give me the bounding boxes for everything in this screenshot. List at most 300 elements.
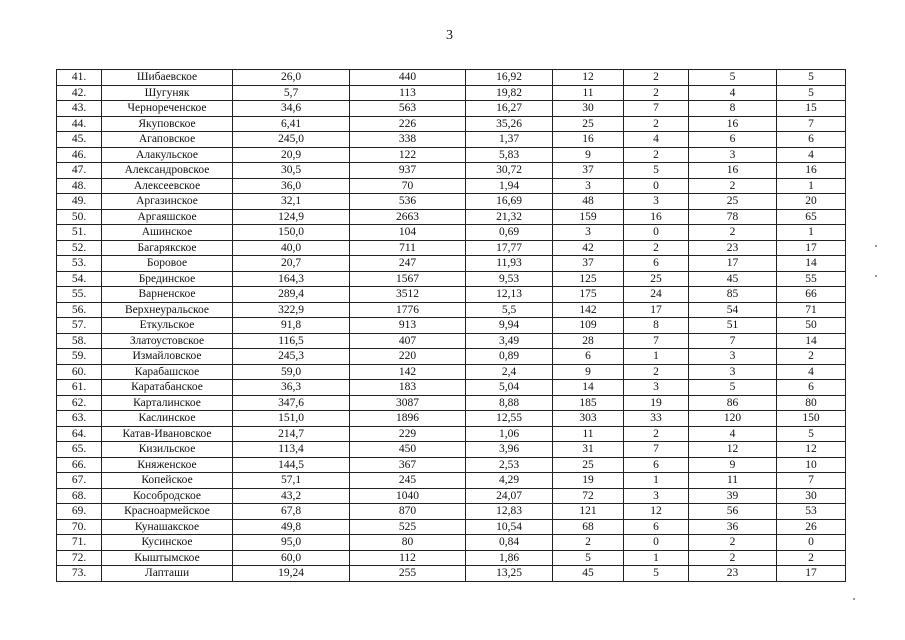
table-cell-c5: 120 <box>689 411 777 427</box>
table-cell-c6: 12 <box>777 442 846 458</box>
table-cell-c5: 3 <box>689 364 777 380</box>
table-cell-c1: 1040 <box>350 488 466 504</box>
table-cell-c2: 4,29 <box>466 473 553 489</box>
table-cell-num: 54. <box>57 271 102 287</box>
table-cell-name: Княженское <box>102 457 233 473</box>
table-cell-name: Лапташи <box>102 566 233 582</box>
table-cell-name: Еткульское <box>102 318 233 334</box>
table-cell-num: 57. <box>57 318 102 334</box>
table-cell-area: 49,8 <box>233 519 350 535</box>
table-cell-num: 50. <box>57 209 102 225</box>
table-cell-name: Аргаяшское <box>102 209 233 225</box>
table-cell-c5: 85 <box>689 287 777 303</box>
table-cell-c1: 220 <box>350 349 466 365</box>
table-cell-c1: 3512 <box>350 287 466 303</box>
table-cell-name: Верхнеуральское <box>102 302 233 318</box>
table-cell-c3: 37 <box>553 256 624 272</box>
table-cell-c3: 2 <box>553 535 624 551</box>
table-row <box>57 240 846 256</box>
table-cell-c4: 2 <box>624 240 689 256</box>
table-cell-name: Кизильское <box>102 442 233 458</box>
table-cell-c1: 711 <box>350 240 466 256</box>
table-cell-num: 73. <box>57 566 102 582</box>
table-cell-area: 347,6 <box>233 395 350 411</box>
table-cell-c3: 28 <box>553 333 624 349</box>
table-cell-c1: 142 <box>350 364 466 380</box>
table-row <box>57 473 846 489</box>
table-cell-c6: 15 <box>777 101 846 117</box>
table-cell-area: 36,0 <box>233 178 350 194</box>
table-cell-name: Брединское <box>102 271 233 287</box>
table-cell-c6: 80 <box>777 395 846 411</box>
table-cell-name: Агаповское <box>102 132 233 148</box>
table-cell-c4: 2 <box>624 147 689 163</box>
table-cell-c4: 2 <box>624 426 689 442</box>
table-row <box>57 442 846 458</box>
table-cell-c5: 45 <box>689 271 777 287</box>
table-cell-c4: 5 <box>624 566 689 582</box>
table-cell-num: 72. <box>57 550 102 566</box>
table-cell-c4: 6 <box>624 256 689 272</box>
table-cell-num: 61. <box>57 380 102 396</box>
table-cell-c2: 10,54 <box>466 519 553 535</box>
table-row <box>57 457 846 473</box>
table-cell-c6: 7 <box>777 473 846 489</box>
table-cell-num: 58. <box>57 333 102 349</box>
table-cell-area: 150,0 <box>233 225 350 241</box>
table-cell-c5: 6 <box>689 132 777 148</box>
table-cell-c4: 1 <box>624 349 689 365</box>
table-cell-c4: 3 <box>624 194 689 210</box>
table-cell-c3: 3 <box>553 178 624 194</box>
table-cell-c5: 5 <box>689 70 777 86</box>
table-cell-c4: 6 <box>624 519 689 535</box>
table-cell-c3: 37 <box>553 163 624 179</box>
table-cell-num: 44. <box>57 116 102 132</box>
table-row <box>57 178 846 194</box>
table-cell-num: 49. <box>57 194 102 210</box>
table-cell-c3: 175 <box>553 287 624 303</box>
table-cell-num: 46. <box>57 147 102 163</box>
table-cell-name: Чернореченское <box>102 101 233 117</box>
table-cell-c3: 303 <box>553 411 624 427</box>
table-cell-c3: 42 <box>553 240 624 256</box>
table-cell-c6: 53 <box>777 504 846 520</box>
table-cell-name: Алексеевское <box>102 178 233 194</box>
table-cell-c3: 109 <box>553 318 624 334</box>
table-cell-c4: 0 <box>624 225 689 241</box>
table-cell-area: 289,4 <box>233 287 350 303</box>
table-row <box>57 504 846 520</box>
table-cell-c5: 7 <box>689 333 777 349</box>
table-cell-c1: 226 <box>350 116 466 132</box>
table-cell-c4: 1 <box>624 473 689 489</box>
table-cell-c2: 12,55 <box>466 411 553 427</box>
table-cell-c2: 13,25 <box>466 566 553 582</box>
table-cell-c3: 68 <box>553 519 624 535</box>
table-cell-c2: 8,88 <box>466 395 553 411</box>
table-row <box>57 349 846 365</box>
table-cell-area: 32,1 <box>233 194 350 210</box>
table-cell-c6: 150 <box>777 411 846 427</box>
table-cell-c4: 5 <box>624 163 689 179</box>
table-cell-c5: 2 <box>689 178 777 194</box>
table-cell-c1: 80 <box>350 535 466 551</box>
table-cell-c3: 142 <box>553 302 624 318</box>
table-cell-area: 60,0 <box>233 550 350 566</box>
table-cell-c1: 255 <box>350 566 466 582</box>
table-cell-c5: 56 <box>689 504 777 520</box>
table-cell-area: 245,0 <box>233 132 350 148</box>
table-cell-c1: 913 <box>350 318 466 334</box>
table-cell-name: Варненское <box>102 287 233 303</box>
table-cell-num: 47. <box>57 163 102 179</box>
table-cell-c5: 12 <box>689 442 777 458</box>
table-cell-name: Каратабанское <box>102 380 233 396</box>
table-cell-c2: 16,69 <box>466 194 553 210</box>
table-cell-num: 60. <box>57 364 102 380</box>
table-cell-c5: 23 <box>689 566 777 582</box>
table-cell-c5: 2 <box>689 225 777 241</box>
table-cell-num: 68. <box>57 488 102 504</box>
table-cell-c4: 3 <box>624 488 689 504</box>
table-cell-num: 59. <box>57 349 102 365</box>
table-cell-c2: 0,84 <box>466 535 553 551</box>
table-row <box>57 147 846 163</box>
table-cell-c5: 4 <box>689 85 777 101</box>
table-cell-c5: 86 <box>689 395 777 411</box>
table-cell-c2: 24,07 <box>466 488 553 504</box>
table-cell-area: 67,8 <box>233 504 350 520</box>
table-cell-c2: 3,96 <box>466 442 553 458</box>
table-cell-name: Кыштымское <box>102 550 233 566</box>
table-cell-c6: 14 <box>777 333 846 349</box>
table-cell-c4: 8 <box>624 318 689 334</box>
table-cell-c1: 112 <box>350 550 466 566</box>
table-cell-c3: 11 <box>553 85 624 101</box>
table-cell-c5: 11 <box>689 473 777 489</box>
table-cell-c6: 5 <box>777 426 846 442</box>
table-cell-name: Александровское <box>102 163 233 179</box>
table-cell-name: Шибаевское <box>102 70 233 86</box>
table-cell-c6: 66 <box>777 287 846 303</box>
table-row <box>57 488 846 504</box>
table-cell-c6: 10 <box>777 457 846 473</box>
table-row <box>57 395 846 411</box>
table-cell-area: 36,3 <box>233 380 350 396</box>
table-cell-c1: 247 <box>350 256 466 272</box>
table-cell-c3: 16 <box>553 132 624 148</box>
table-cell-c2: 35,26 <box>466 116 553 132</box>
table-cell-c2: 3,49 <box>466 333 553 349</box>
table-cell-c1: 70 <box>350 178 466 194</box>
table-cell-c6: 4 <box>777 147 846 163</box>
table-cell-c4: 17 <box>624 302 689 318</box>
table-cell-c5: 51 <box>689 318 777 334</box>
table-cell-c1: 3087 <box>350 395 466 411</box>
table-cell-name: Каслинское <box>102 411 233 427</box>
table-cell-c6: 30 <box>777 488 846 504</box>
table-cell-c1: 450 <box>350 442 466 458</box>
table-cell-c1: 937 <box>350 163 466 179</box>
table-cell-c2: 21,32 <box>466 209 553 225</box>
table-cell-c2: 5,04 <box>466 380 553 396</box>
scan-speck <box>875 275 877 277</box>
table-cell-c6: 7 <box>777 116 846 132</box>
table-row <box>57 364 846 380</box>
table-cell-c6: 71 <box>777 302 846 318</box>
table-cell-num: 67. <box>57 473 102 489</box>
table-cell-c4: 2 <box>624 364 689 380</box>
table-cell-c3: 3 <box>553 225 624 241</box>
table-cell-c5: 39 <box>689 488 777 504</box>
table-cell-area: 6,41 <box>233 116 350 132</box>
table-row <box>57 287 846 303</box>
table-cell-c2: 2,53 <box>466 457 553 473</box>
table-cell-area: 40,0 <box>233 240 350 256</box>
table-row <box>57 519 846 535</box>
table-cell-c3: 121 <box>553 504 624 520</box>
table-cell-area: 113,4 <box>233 442 350 458</box>
table-row <box>57 380 846 396</box>
table-cell-c1: 525 <box>350 519 466 535</box>
table-cell-c1: 367 <box>350 457 466 473</box>
table-row <box>57 318 846 334</box>
table-cell-c1: 245 <box>350 473 466 489</box>
table-cell-c3: 9 <box>553 147 624 163</box>
table-cell-area: 144,5 <box>233 457 350 473</box>
table-cell-c6: 14 <box>777 256 846 272</box>
table-cell-name: Кунашакское <box>102 519 233 535</box>
table-cell-area: 43,2 <box>233 488 350 504</box>
table-cell-c4: 6 <box>624 457 689 473</box>
table-cell-c6: 55 <box>777 271 846 287</box>
table-cell-c2: 5,5 <box>466 302 553 318</box>
table-cell-c5: 2 <box>689 550 777 566</box>
page-number: 3 <box>446 28 453 43</box>
table-cell-c2: 12,83 <box>466 504 553 520</box>
table-cell-area: 20,7 <box>233 256 350 272</box>
table-cell-c2: 1,37 <box>466 132 553 148</box>
table-row <box>57 209 846 225</box>
table-cell-c3: 14 <box>553 380 624 396</box>
table-cell-c3: 45 <box>553 566 624 582</box>
table-cell-num: 42. <box>57 85 102 101</box>
table-cell-c1: 229 <box>350 426 466 442</box>
table-cell-name: Аргазинское <box>102 194 233 210</box>
table-cell-name: Катав-Ивановское <box>102 426 233 442</box>
table-cell-name: Боровое <box>102 256 233 272</box>
table-cell-c5: 25 <box>689 194 777 210</box>
table-cell-c1: 870 <box>350 504 466 520</box>
table-cell-c4: 0 <box>624 178 689 194</box>
table-cell-c4: 25 <box>624 271 689 287</box>
table-row <box>57 426 846 442</box>
table-cell-c6: 0 <box>777 535 846 551</box>
table-cell-c4: 2 <box>624 85 689 101</box>
table-cell-name: Карталинское <box>102 395 233 411</box>
table-cell-num: 41. <box>57 70 102 86</box>
table-cell-c5: 2 <box>689 535 777 551</box>
table-cell-name: Якуповское <box>102 116 233 132</box>
table-cell-num: 45. <box>57 132 102 148</box>
table-cell-c4: 16 <box>624 209 689 225</box>
table-cell-c5: 3 <box>689 147 777 163</box>
table-cell-c2: 5,83 <box>466 147 553 163</box>
table-cell-c1: 104 <box>350 225 466 241</box>
table-cell-c4: 3 <box>624 380 689 396</box>
table-cell-name: Копейское <box>102 473 233 489</box>
table-cell-area: 164,3 <box>233 271 350 287</box>
table-cell-num: 55. <box>57 287 102 303</box>
table-cell-c3: 125 <box>553 271 624 287</box>
table-cell-c1: 440 <box>350 70 466 86</box>
table-cell-c5: 8 <box>689 101 777 117</box>
table-cell-name: Кусинское <box>102 535 233 551</box>
table-cell-name: Ашинское <box>102 225 233 241</box>
table-cell-c3: 48 <box>553 194 624 210</box>
table-cell-area: 322,9 <box>233 302 350 318</box>
table-cell-c6: 20 <box>777 194 846 210</box>
table-cell-name: Багарякское <box>102 240 233 256</box>
table-cell-c6: 5 <box>777 70 846 86</box>
table-cell-area: 116,5 <box>233 333 350 349</box>
table-cell-area: 26,0 <box>233 70 350 86</box>
table-cell-area: 91,8 <box>233 318 350 334</box>
table-cell-c2: 30,72 <box>466 163 553 179</box>
table-cell-c1: 183 <box>350 380 466 396</box>
table-cell-name: Красноармейское <box>102 504 233 520</box>
table-cell-area: 151,0 <box>233 411 350 427</box>
table-cell-c2: 2,4 <box>466 364 553 380</box>
table-cell-c3: 31 <box>553 442 624 458</box>
table-cell-c5: 78 <box>689 209 777 225</box>
table-cell-c2: 1,86 <box>466 550 553 566</box>
table-cell-c2: 19,82 <box>466 85 553 101</box>
table-cell-c5: 5 <box>689 380 777 396</box>
table-cell-c1: 1896 <box>350 411 466 427</box>
table-cell-c3: 6 <box>553 349 624 365</box>
table-cell-c4: 24 <box>624 287 689 303</box>
table-cell-c2: 0,69 <box>466 225 553 241</box>
table-cell-num: 53. <box>57 256 102 272</box>
table-cell-name: Карабашское <box>102 364 233 380</box>
table-cell-name: Алакульское <box>102 147 233 163</box>
table-cell-c1: 536 <box>350 194 466 210</box>
table-cell-num: 64. <box>57 426 102 442</box>
scan-speck <box>853 598 855 600</box>
table-row <box>57 566 846 582</box>
table-row <box>57 116 846 132</box>
table-cell-num: 65. <box>57 442 102 458</box>
table-cell-num: 69. <box>57 504 102 520</box>
table-cell-c1: 338 <box>350 132 466 148</box>
table-cell-c2: 1,06 <box>466 426 553 442</box>
table-cell-c5: 36 <box>689 519 777 535</box>
table-cell-c6: 2 <box>777 349 846 365</box>
table-cell-c2: 0,89 <box>466 349 553 365</box>
table-cell-num: 62. <box>57 395 102 411</box>
table-cell-name: Кособродское <box>102 488 233 504</box>
table-cell-area: 245,3 <box>233 349 350 365</box>
table-cell-num: 66. <box>57 457 102 473</box>
table-cell-c6: 2 <box>777 550 846 566</box>
data-table <box>56 69 846 582</box>
table-cell-c6: 1 <box>777 225 846 241</box>
table-cell-c3: 159 <box>553 209 624 225</box>
table-cell-c6: 4 <box>777 364 846 380</box>
table-cell-c4: 0 <box>624 535 689 551</box>
table-cell-c4: 12 <box>624 504 689 520</box>
table-cell-c4: 4 <box>624 132 689 148</box>
table-row <box>57 101 846 117</box>
table-cell-c4: 19 <box>624 395 689 411</box>
table-cell-c2: 1,94 <box>466 178 553 194</box>
table-cell-c5: 9 <box>689 457 777 473</box>
table-cell-area: 57,1 <box>233 473 350 489</box>
table-cell-num: 52. <box>57 240 102 256</box>
table-cell-c1: 122 <box>350 147 466 163</box>
table-cell-c2: 9,53 <box>466 271 553 287</box>
table-cell-c2: 16,27 <box>466 101 553 117</box>
table-row <box>57 70 846 86</box>
table-cell-area: 19,24 <box>233 566 350 582</box>
table-cell-num: 71. <box>57 535 102 551</box>
table-cell-c5: 16 <box>689 163 777 179</box>
table-cell-area: 5,7 <box>233 85 350 101</box>
table-cell-c2: 12,13 <box>466 287 553 303</box>
table-cell-c5: 3 <box>689 349 777 365</box>
table-row <box>57 225 846 241</box>
table-cell-c6: 16 <box>777 163 846 179</box>
table-cell-c6: 17 <box>777 566 846 582</box>
table-cell-area: 59,0 <box>233 364 350 380</box>
table-cell-c2: 9,94 <box>466 318 553 334</box>
table-cell-c4: 2 <box>624 116 689 132</box>
table-cell-area: 95,0 <box>233 535 350 551</box>
table-cell-c6: 5 <box>777 85 846 101</box>
table-cell-c4: 33 <box>624 411 689 427</box>
table-cell-name: Шугуняк <box>102 85 233 101</box>
table-cell-c3: 30 <box>553 101 624 117</box>
table-cell-c5: 54 <box>689 302 777 318</box>
table-cell-c6: 65 <box>777 209 846 225</box>
table-row <box>57 163 846 179</box>
table-cell-c3: 5 <box>553 550 624 566</box>
table-row <box>57 256 846 272</box>
table-cell-num: 70. <box>57 519 102 535</box>
table-cell-c4: 7 <box>624 101 689 117</box>
table-cell-c3: 19 <box>553 473 624 489</box>
table-cell-c4: 7 <box>624 333 689 349</box>
table-cell-c1: 1567 <box>350 271 466 287</box>
table-cell-num: 63. <box>57 411 102 427</box>
table-row <box>57 411 846 427</box>
table-cell-area: 30,5 <box>233 163 350 179</box>
table-row <box>57 302 846 318</box>
table-cell-c3: 25 <box>553 116 624 132</box>
table-body <box>57 70 846 582</box>
table-cell-c3: 25 <box>553 457 624 473</box>
table-cell-c6: 17 <box>777 240 846 256</box>
table-cell-area: 34,6 <box>233 101 350 117</box>
scan-speck <box>875 245 877 247</box>
table-cell-c1: 407 <box>350 333 466 349</box>
table-cell-c4: 2 <box>624 70 689 86</box>
table-cell-c6: 1 <box>777 178 846 194</box>
table-cell-c2: 16,92 <box>466 70 553 86</box>
table-row <box>57 132 846 148</box>
